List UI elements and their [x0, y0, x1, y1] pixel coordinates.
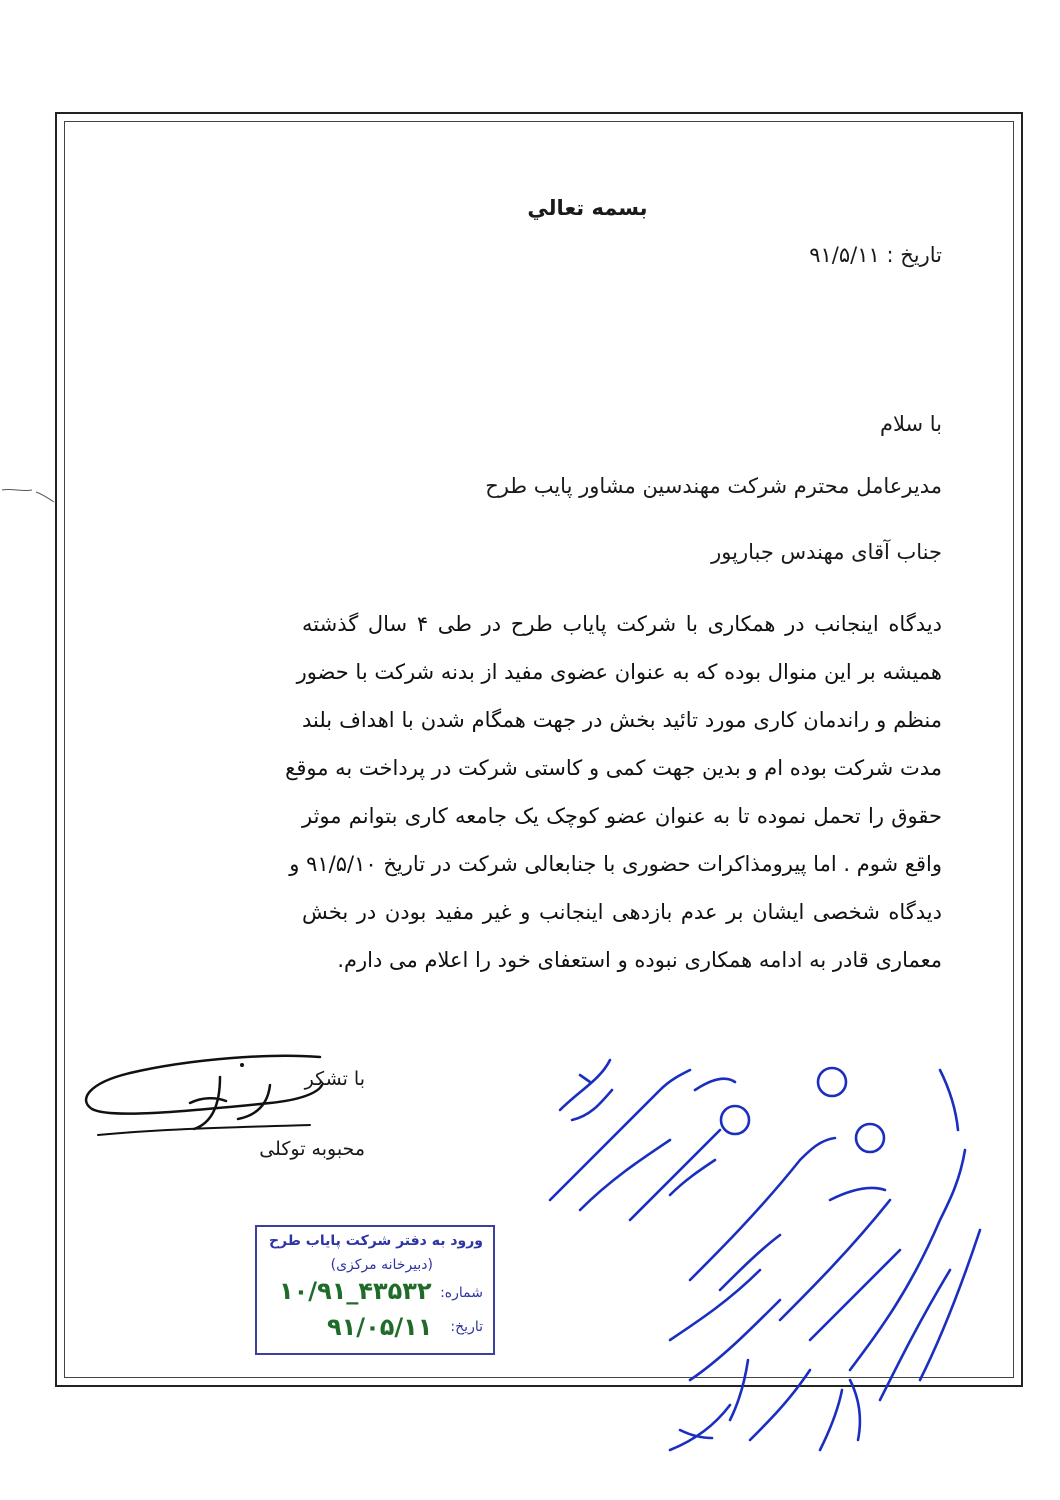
- letter-body: [285, 600, 942, 984]
- stamp-date-label: تاریخ:: [450, 1319, 483, 1335]
- letter-recipient: جناب آقای مهندس جبارپور: [711, 540, 942, 564]
- letter-body-line: دیدگاه شخصی ایشان بر عدم بازدهی اینجانب و غیر مفید بودن در بخش: [302, 900, 942, 924]
- letter-closing: با تشکر: [304, 1068, 365, 1090]
- letter-body-line: منظم و راندمان کاری مورد تائید بخش در جهت همگام شدن با اهداف بلند: [302, 708, 942, 732]
- letter-body-line: معماری قادر به ادامه همکاری نبوده و استعفای خود را اعلام می دارم.: [337, 948, 942, 972]
- letter-body-line: مدت شرکت بوده ام و بدین جهت کمی و کاستی شرکت در پرداخت به موقع: [285, 756, 942, 780]
- letter-body-line: همیشه بر این منوال بوده که به عنوان عضوی مفید از بدنه شرکت با حضور: [296, 660, 942, 684]
- stamp-number-value: ۱۰/۹۱_۴۳۵۳۲: [279, 1277, 432, 1305]
- signer-name: محبوبه توکلی: [259, 1138, 365, 1160]
- letter-body-line: واقع شوم . اما پیرومذاکرات حضوری با جنابعالی شرکت در تاریخ ۹۱/۵/۱۰ و: [289, 852, 942, 876]
- stamp-subtitle: (دبیرخانه مرکزی): [330, 1257, 433, 1273]
- received-stamp: [255, 1225, 495, 1355]
- stamp-number-label: شماره:: [440, 1285, 483, 1301]
- margin-mark-image: [0, 478, 60, 508]
- letter-date: تاریخ : ۹۱/۵/۱۱: [809, 243, 942, 267]
- stamp-date-value: ۹۱/۰۵/۱۱: [327, 1313, 433, 1341]
- letter-greeting: با سلام: [879, 412, 942, 436]
- letter-addressee: مدیرعامل محترم شرکت مهندسین مشاور پایب طرح: [485, 474, 942, 498]
- letter-body-line: دیدگاه اینجانب در همکاری با شرکت پایاب طرح در طی ۴ سال گذشته: [302, 612, 942, 636]
- signature-image: [70, 1045, 340, 1145]
- letter-body-line: حقوق را تحمل نموده تا به عنوان عضو کوچک یک جامعه کاری بتوانم موثر: [302, 804, 942, 828]
- letter-heading: بسمه تعالي: [527, 196, 648, 220]
- stamp-title: ورود به دفتر شرکت پایاب طرح: [268, 1233, 483, 1249]
- handwritten-annotation-image: [520, 1020, 1000, 1480]
